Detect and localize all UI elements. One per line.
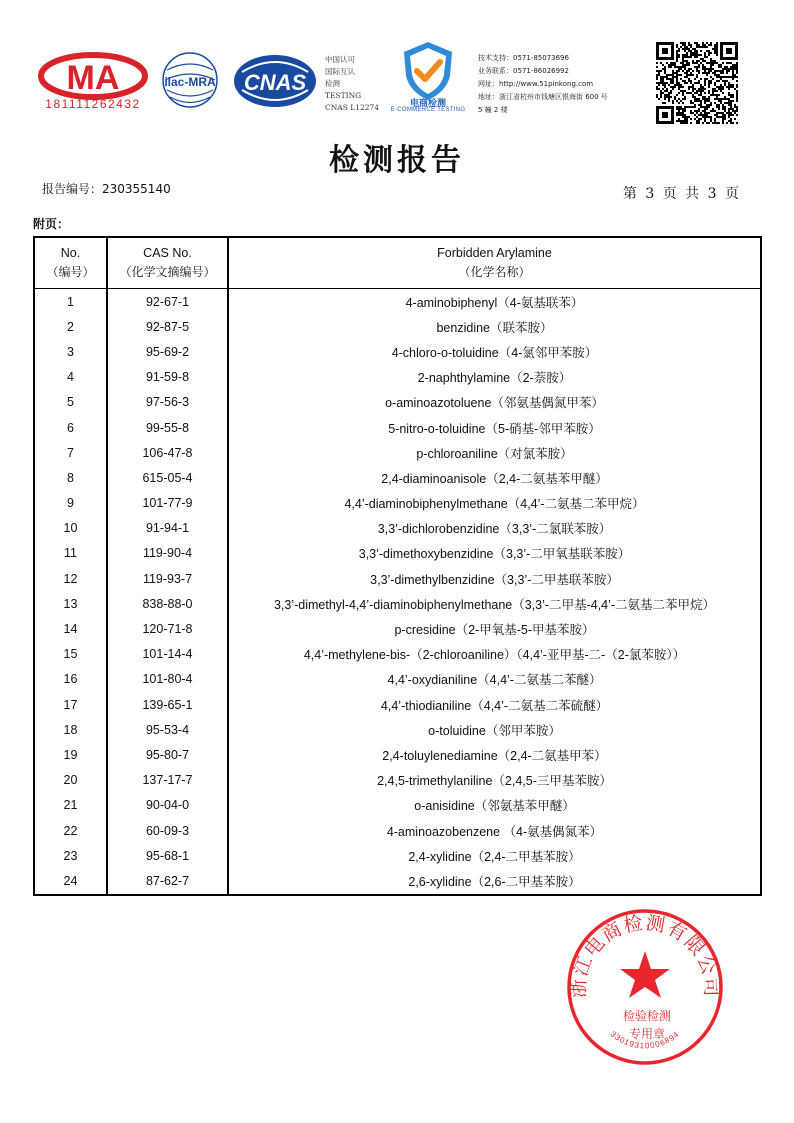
cell-name: 3,3’-dichlorobenzidine（3,3’-二氯联苯胺） bbox=[228, 516, 761, 541]
cell-name: 3,3’-dimethylbenzidine（3,3’-二甲基联苯胺） bbox=[228, 566, 761, 591]
contact-line: 地址：浙江省杭州市钱塘区银海街 600 号 bbox=[478, 93, 608, 101]
cell-no: 22 bbox=[34, 818, 107, 843]
contact-line: 5 幢 2 楼 bbox=[478, 106, 508, 114]
cell-name: 2,4-toluylenediamine（2,4-二氨基甲苯） bbox=[228, 742, 761, 767]
cell-cas: 90-04-0 bbox=[107, 793, 228, 818]
table-row bbox=[34, 868, 761, 894]
table-row bbox=[34, 491, 761, 516]
cell-cas: 137-17-7 bbox=[107, 768, 228, 793]
cell-no: 20 bbox=[34, 768, 107, 793]
cell-name: 2,4-diaminoanisole（2,4-二氨基苯甲醚） bbox=[228, 465, 761, 490]
cell-no: 17 bbox=[34, 692, 107, 717]
cell-no: 24 bbox=[34, 868, 107, 894]
cell-no: 3 bbox=[34, 339, 107, 364]
cell-cas: 92-87-5 bbox=[107, 314, 228, 339]
cnas-accreditation-block bbox=[325, 54, 379, 114]
table-row bbox=[34, 339, 761, 364]
cell-cas: 106-47-8 bbox=[107, 440, 228, 465]
cell-cas: 87-62-7 bbox=[107, 868, 228, 894]
cell-no: 6 bbox=[34, 415, 107, 440]
table-row bbox=[34, 516, 761, 541]
cell-cas: 97-56-3 bbox=[107, 390, 228, 415]
cell-cas: 615-05-4 bbox=[107, 465, 228, 490]
header-cas bbox=[107, 237, 228, 289]
seal-center-line2: 专用章 bbox=[628, 1027, 666, 1041]
table-row bbox=[34, 465, 761, 490]
cell-name: 4,4’-thiodianiline（4,4’-二氨基二苯硫醚） bbox=[228, 692, 761, 717]
table-row bbox=[34, 390, 761, 415]
qr-code bbox=[656, 42, 738, 124]
cell-name: 4,4’-methylene-bis-（2-chloroaniline）（4,4’-亚甲基-二-（2-氯苯胺）） bbox=[228, 642, 761, 667]
cnas-line: 中国认可 bbox=[325, 55, 355, 64]
appendix-label: 附页： bbox=[33, 217, 70, 231]
cell-no: 23 bbox=[34, 843, 107, 868]
cell-name: 4,4’-diaminobiphenylmethane（4,4’-二氨基二苯甲烷） bbox=[228, 491, 761, 516]
cell-no: 11 bbox=[34, 541, 107, 566]
ecommerce-testing-en: E-COMMERCE TESTING bbox=[390, 107, 466, 113]
cell-name: 5-nitro-o-toluidine（5-硝基-邻甲苯胺） bbox=[228, 415, 761, 440]
seal-center-line1: 检验检测 bbox=[622, 1009, 672, 1023]
cell-name: benzidine（联苯胺） bbox=[228, 314, 761, 339]
header-name-en: Forbidden Arylamine bbox=[437, 246, 552, 260]
cell-no: 7 bbox=[34, 440, 107, 465]
cell-no: 18 bbox=[34, 717, 107, 742]
cell-name: o-toluidine（邻甲苯胺） bbox=[228, 717, 761, 742]
table-row bbox=[34, 591, 761, 616]
cnas-line: 检测 bbox=[325, 79, 340, 88]
table-row bbox=[34, 365, 761, 390]
cell-no: 5 bbox=[34, 390, 107, 415]
cell-name: 2,4,5-trimethylaniline（2,4,5-三甲基苯胺） bbox=[228, 768, 761, 793]
cell-name: o-anisidine（邻氨基苯甲醚） bbox=[228, 793, 761, 818]
cell-cas: 120-71-8 bbox=[107, 616, 228, 641]
table-row bbox=[34, 616, 761, 641]
table-row bbox=[34, 642, 761, 667]
arylamine-table bbox=[33, 236, 762, 896]
table-row bbox=[34, 415, 761, 440]
table-row bbox=[34, 541, 761, 566]
company-seal bbox=[565, 907, 725, 1067]
cell-cas: 91-94-1 bbox=[107, 516, 228, 541]
contact-line: 业务联系：0571-86026992 bbox=[478, 67, 569, 75]
table-row bbox=[34, 566, 761, 591]
header-name-cn: （化学名称） bbox=[458, 265, 531, 279]
cnas-line: TESTING bbox=[325, 91, 362, 100]
cell-cas: 139-65-1 bbox=[107, 692, 228, 717]
cell-name: o-aminoazotoluene（邻氨基偶氮甲苯） bbox=[228, 390, 761, 415]
cell-no: 1 bbox=[34, 289, 107, 315]
table-row bbox=[34, 742, 761, 767]
cell-cas: 99-55-8 bbox=[107, 415, 228, 440]
cell-name: 2-naphthylamine（2-萘胺） bbox=[228, 365, 761, 390]
cell-name: 3,3’-dimethyl-4,4’-diaminobiphenylmethane（3,3’-二甲基-4,4’-二氨基二苯甲烷） bbox=[228, 591, 761, 616]
cell-name: 4-aminoazobenzene （4-氨基偶氮苯） bbox=[228, 818, 761, 843]
cell-cas: 119-90-4 bbox=[107, 541, 228, 566]
cell-cas: 95-69-2 bbox=[107, 339, 228, 364]
ecommerce-testing-shield-icon bbox=[396, 38, 460, 104]
contact-info bbox=[478, 52, 608, 117]
seal-number: 3301931000689​4 bbox=[608, 1029, 682, 1051]
cnas-line: CNAS L12274 bbox=[325, 103, 380, 112]
cell-cas: 838-88-0 bbox=[107, 591, 228, 616]
cell-no: 12 bbox=[34, 566, 107, 591]
cell-no: 2 bbox=[34, 314, 107, 339]
cell-cas: 95-53-4 bbox=[107, 717, 228, 742]
cell-name: 4,4’-oxydianiline（4,4’-二氨基二苯醚） bbox=[228, 667, 761, 692]
contact-line: 网址：http://www.51pinkong.com bbox=[478, 80, 594, 88]
cell-cas: 91-59-8 bbox=[107, 365, 228, 390]
report-number: 报告编号：230355140 bbox=[42, 182, 171, 196]
seal-ring-text: 浙江电商检测有限公司 bbox=[567, 911, 723, 999]
table-row bbox=[34, 793, 761, 818]
cell-no: 10 bbox=[34, 516, 107, 541]
cell-no: 9 bbox=[34, 491, 107, 516]
cell-no: 4 bbox=[34, 365, 107, 390]
table-row bbox=[34, 818, 761, 843]
table-header-row bbox=[34, 237, 761, 289]
cma-number: 181111262432 bbox=[45, 97, 141, 111]
contact-line: 技术支持：0571-85073696 bbox=[478, 54, 569, 62]
table-row bbox=[34, 314, 761, 339]
table-row bbox=[34, 843, 761, 868]
cell-cas: 101-14-4 bbox=[107, 642, 228, 667]
cell-name: 4-aminobiphenyl（4-氨基联苯） bbox=[228, 289, 761, 315]
cell-cas: 60-09-3 bbox=[107, 818, 228, 843]
cell-no: 15 bbox=[34, 642, 107, 667]
cell-no: 8 bbox=[34, 465, 107, 490]
header-name bbox=[228, 237, 761, 289]
cell-cas: 101-77-9 bbox=[107, 491, 228, 516]
cell-name: p-cresidine（2-甲氧基-5-甲基苯胺） bbox=[228, 616, 761, 641]
ecommerce-testing-cn: 电商检测 bbox=[409, 99, 446, 109]
cell-cas: 95-68-1 bbox=[107, 843, 228, 868]
table-row bbox=[34, 692, 761, 717]
cell-name: 2,4-xylidine（2,4-二甲基苯胺） bbox=[228, 843, 761, 868]
cell-no: 16 bbox=[34, 667, 107, 692]
cell-name: 3,3’-dimethoxybenzidine（3,3’-二甲氧基联苯胺） bbox=[228, 541, 761, 566]
table-row bbox=[34, 289, 761, 315]
seal-star-icon bbox=[620, 951, 670, 998]
cell-name: p-chloroaniline（对氯苯胺） bbox=[228, 440, 761, 465]
page-indicator: 第 3 页 共 3 页 bbox=[622, 186, 739, 202]
table-body bbox=[34, 289, 761, 895]
table-row bbox=[34, 667, 761, 692]
cell-no: 19 bbox=[34, 742, 107, 767]
cell-cas: 92-67-1 bbox=[107, 289, 228, 315]
table-row bbox=[34, 440, 761, 465]
header-no bbox=[34, 237, 107, 289]
table-row bbox=[34, 717, 761, 742]
cnas-logo-text: CNAS bbox=[243, 70, 307, 95]
header-no-cn: （编号） bbox=[46, 265, 95, 279]
cell-name: 2,6-xylidine（2,6-二甲基苯胺） bbox=[228, 868, 761, 894]
header-cas-en: CAS No. bbox=[143, 246, 192, 260]
header-no-en: No. bbox=[60, 246, 81, 260]
page-title: 检测报告 bbox=[329, 143, 465, 178]
ilac-mra-text: ilac-MRA bbox=[164, 75, 216, 89]
cell-name: 4-chloro-o-toluidine（4-氯邻甲苯胺） bbox=[228, 339, 761, 364]
cell-cas: 95-80-7 bbox=[107, 742, 228, 767]
cell-no: 13 bbox=[34, 591, 107, 616]
cma-logo-text: MA bbox=[66, 59, 120, 97]
cnas-line: 国际互认 bbox=[325, 67, 355, 76]
cell-cas: 119-93-7 bbox=[107, 566, 228, 591]
table-row bbox=[34, 768, 761, 793]
header-cas-cn: （化学文摘编号） bbox=[119, 265, 216, 279]
cell-no: 21 bbox=[34, 793, 107, 818]
cell-cas: 101-80-4 bbox=[107, 667, 228, 692]
cell-no: 14 bbox=[34, 616, 107, 641]
